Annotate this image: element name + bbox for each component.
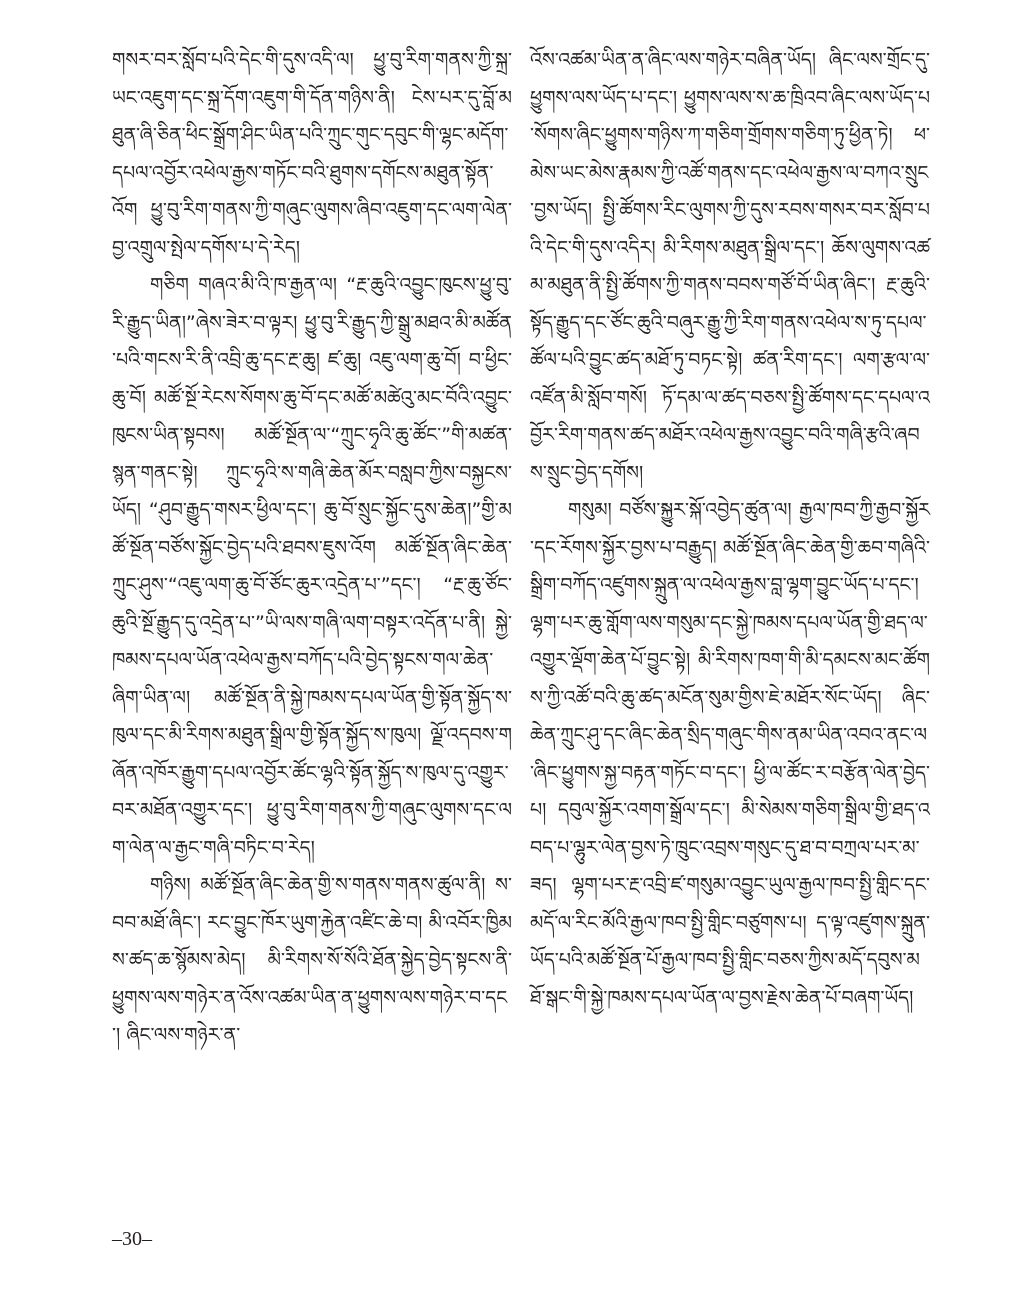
paragraph-left-1: གསར་བར་སློབ་པའི་དེང་གི་དུས་འདི་ལ། ཕྱུ་བུ་རིག་གནས་ཀྱི་སྐྲ་ཡང་འཇུག་དང་སྐྲ་དོག་འཇུག་གི་དོན་གཉིས་ནི། ངེས་པར་དུ་བློ་མཐུན་ཞི་ཅིན་ཕིང་སྒྲོག་ཤིང་ཡིན་པའི་ཀྲུང་གུང་དབུང་གི་ལྷང་མདོག་དཔལ་འབྱོར་འཕེལ་རྒྱས་གཏོང་བའི་ཐུགས་དགོངས་མཐུན་སྟོན་འོག ཕྱུ་བུ་རིག་གནས་ཀྱི་གཞུང་ལུགས་ཞིབ་འཇུག་དང་ལག་ལེན་བྱ་འགྲུལ་སྤེལ་དགོས་པ་དེ་རེད། <box>112 49 512 259</box>
paragraph-right-2: གསུམ། བཙོས་སྐྱུར་སྐོ་འབྱེད་ཚུན་ལ། རྒྱལ་ཁབ་ཀྱི་རྒྱབ་སྐྱོར་དང་རོགས་སྐྱོར་བྱས་པ་བརྒྱུད། མཚོ་སྔོན་ཞིང་ཆེན་གྱི་ཆབ་གཞིའི་སྒྲིག་བཀོད་འཛུགས་སྐྲུན་ལ་འཕེལ་རྒྱས་བླ་ལྷག་བྱུང་ཡོད་པ་དང་། ལྷག་པར་ཆུ་གློག་ལས་གསུམ་དང་སྐྱེ་ཁམས་དཔལ་ཡོན་གྱི་ཐད་ལ་འགྱུར་ལྡོག་ཆེན་པོ་བྱུང་སྟེ། མི་རིགས་ཁག་གི་མི་དམངས་མང་ཚོགས་ཀྱི་འཚོ་བའི་ཆུ་ཚད་མངོན་སུམ་གྱིས་ཇེ་མཐོར་སོང་ཡོད། ཞིང་ཆེན་ཀྲུང་ཤུ་དང་ཞིང་ཆེན་སྲིད་གཞུང་གིས་ནམ་ཡིན་འབའ་ནང་ལ་ཞིང་ཕྱུགས་སྐྱ་བརྟན་གཏོང་བ་དང་། ཕྱི་ལ་ཚོང་ར་བརྩོན་ལེན་བྱེད་པ། དབུལ་སྐྱོར་འགག་སྒྲོལ་དང་། མི་སེམས་གཅིག་སྒྲིལ་གྱི་ཐད་འབད་པ་ལྷུར་ལེན་བྱས་ཏེ་ཁྲུང་འབྲས་གསུང་དུ་ཐ་བ་བཀྲལ་པར་མ་ཟད། ལྷག་པར་རྔ་འབྲི་ཛ་གསུམ་འབྱུང་ཡུལ་རྒྱལ་ཁབ་སྤྱི་གླིང་དང་མདོ་ལ་རིང་མོའི་རྒྱལ་ཁབ་སྤྱི་གླིང་བཙུགས་པ། ད་ལྟ་འཛུགས་སྐྲུན་ཡོད་པའི་མཚོ་སྔོན་པོ་རྒྱལ་ཁབ་སྤྱི་གླིང་བཅས་ཀྱིས་མདོ་དབུས་མཐོ་སྒང་གི་སྐྱེ་ཁམས་དཔལ་ཡོན་ལ་བྱས་རྗེས་ཆེན་པོ་བཞག་ཡོད། <box>530 499 930 1009</box>
right-column <box>530 42 930 1017</box>
left-column <box>112 42 512 1055</box>
paragraph-left-2: གཅིག གཞའ་མི་འི་ཁ་རྒྱན་ལ། “རྔ་ཆུའི་འབྱུང་ཁུངས་ཕྱུ་བུ་རི་རྒྱུད་ཡིན།”ཞེས་ཟེར་བ་ལྟར། ཕྱུ་བུ་རི་རྒྱུད་ཀྱི་སྒྲུ་མཐའ་མི་མཚོན་པའི་གངས་རི་ནི་འབྲི་ཆུ་དང་རྔ་ཆུ། ཛ་ཆུ། འཇུ་ལག་ཆུ་བོ། བ་ཕྱིང་ཆུ་བོ། མཚོ་སྔོ་རེངས་སོགས་ཆུ་བོ་དང་མཚོ་མཚེའུ་མང་བོའི་འབྱུང་ཁུངས་ཡིན་སྟབས། མཚོ་སྔོན་ལ་“ཀྲུང་ཧྭའི་ཆུ་ཚོང་”གི་མཚན་སྙན་གནང་སྟེ། ཀྲུང་ཧྭའི་ས་གཞི་ཆེན་མོར་བསླབ་ཀྱིས་བསྐྱངས་ཡོད། “ཤུབ་རྒྱུད་གསར་ཕྱིལ་དང་། ཆུ་བོ་སྲུང་སྐྱོང་དུས་ཆེན།”གྱི་མཚོ་སྔོན་བཙོས་སྐྱོང་བྱེད་པའི་ཐབས་ཇུས་འོག མཚོ་སྔོན་ཞིང་ཆེན་ཀྲུང་ཤུས་“འཇུ་ལག་ཆུ་བོ་ཙོང་ཆུར་འདྲེན་པ་”དང་། “རྔ་ཆུ་ཙོང་ཆུའི་སྔོ་རྒྱུད་དུ་འདྲེན་པ་”ཡི་ལས་གཞི་ལག་བསྟར་འདོན་པ་ནི། སྐྱེ་ཁམས་དཔལ་ཡོན་འཕེལ་རྒྱས་བཀོད་པའི་བྱེད་སྟངས་གལ་ཆེན་ཞིག་ཡིན་ལ། མཚོ་སྔོན་ནི་སྐྱེ་ཁམས་དཔལ་ཡོན་གྱི་སྟོན་སྐྱོད་ས་ཁུལ་དང་མི་རིགས་མཐུན་སྒྲིལ་གྱི་སྟོན་སྐྱོད་ས་ཁུལ། ལྗོ་འདབས་གཞོན་འཁོར་རྒྱུག་དཔལ་འབྱོར་ཚོང་ལྷའི་སྟོན་སྐྱོད་ས་ཁུལ་དུ་འགྱུར་བར་མཐོན་འགྱུར་དང་། ཕྱུ་བུ་རིག་གནས་ཀྱི་གཞུང་ལུགས་དང་ལག་ལེན་ལ་རྒྱང་གཞི་བཏིང་བ་རེད། <box>112 274 512 859</box>
paragraph-left-3: གཉིས། མཚོ་སྔོན་ཞིང་ཆེན་གྱི་ས་གནས་གནས་ཚུལ་ནི། ས་བབ་མཐོ་ཞིང་། རང་བྱུང་ཁོར་ཡུག་རྐྱེན་འཛིང་ཆེ་བ། མི་འབོར་ཁྱིམས་ཚད་ཆ་སྙོམས་མེད། མི་རིགས་སོ་སོའི་ཐོན་སྐྱེད་བྱེད་སྟངས་ནི་ཕྱུགས་ལས་གཉེར་ན་འོས་འཚམ་ཡིན་ན་ཕྱུགས་ལས་གཉེར་བ་དང་། ཞིང་ལས་གཉེར་ན་ <box>112 874 512 1046</box>
paragraph-right-1: འོས་འཚམ་ཡིན་ན་ཞིང་ལས་གཉེར་བཞིན་ཡོད། ཞིང་ལས་གྲོང་དུ་ཕྱུགས་ལས་ཡོད་པ་དང་། ཕྱུགས་ལས་ས་ཆ་ཁྲིའབ་ཞིང་ལས་ཡོད་པ་སོགས་ཞིང་ཕྱུགས་གཉིས་ཀ་གཅིག་གྲོགས་གཅིག་ཏུ་ཕྱིན་ཏེ། ཕ་མེས་ཡང་མེས་རྣམས་ཀྱི་འཚོ་གནས་དང་འཕེལ་རྒྱས་ལ་བཀའ་སྲུང་བྱས་ཡོད། སྤྱི་ཚོགས་རིང་ལུགས་ཀྱི་དུས་རབས་གསར་བར་སློབ་པའི་དེང་གི་དུས་འདིར། མི་རིགས་མཐུན་སྒྲིལ་དང་། ཆོས་ལུགས་འཚམ་མཐུན་ནི་སྤྱི་ཚོགས་ཀྱི་གནས་བབས་གཙོ་བོ་ཡིན་ཞིང་། རྔ་ཆུའི་སྟོད་རྒྱུད་དང་ཙོང་ཆུའི་བཞུར་རྒྱུ་ཀྱི་རིག་གནས་འཕེལ་ས་ཏུ་དཔལ་ཚོལ་པའི་བྱུང་ཚད་མཐོ་ཏུ་བཏང་སྟེ། ཚན་རིག་དང་། ལག་རྩལ་ལ་འཛོན་མི་སློབ་གསོ། ཏོ་དམ་ལ་ཚད་བཅས་སྤྱི་ཚོགས་དང་དཔལ་འབྱོར་རིག་གནས་ཚད་མཐོར་འཕེལ་རྒྱས་འབྱུང་བའི་གཞི་རྩའི་ཞབས་སྲུང་བྱེད་དགོས། <box>530 49 930 484</box>
page-number: –30– <box>112 1228 152 1250</box>
